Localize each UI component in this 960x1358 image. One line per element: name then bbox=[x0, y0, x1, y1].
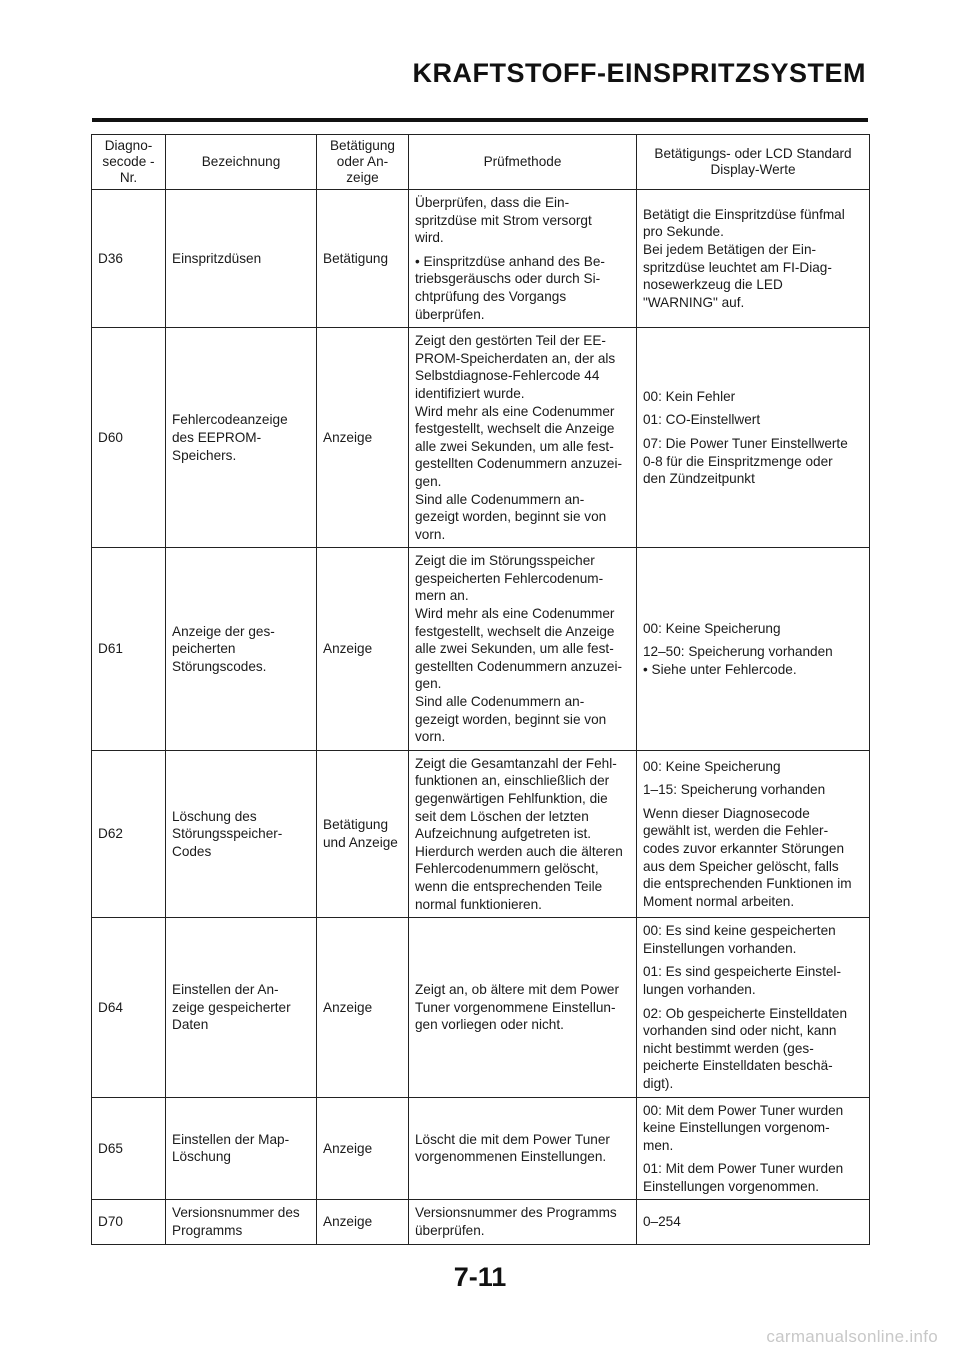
table-body bbox=[92, 190, 870, 1245]
cell-action: Anzeige bbox=[317, 548, 409, 751]
cell-action: Betätigung und Anzeige bbox=[317, 750, 409, 917]
cell-action: Betätigung bbox=[317, 190, 409, 328]
cell-method bbox=[409, 328, 637, 548]
cell-values-paragraph: 01: Es sind gespeicherte Einstel- lungen vorhanden. bbox=[643, 964, 841, 997]
title-divider bbox=[92, 118, 868, 122]
cell-code: D65 bbox=[92, 1097, 166, 1200]
watermark-text: carmanualsonline.info bbox=[766, 1327, 938, 1346]
cell-values-paragraph: 00: Mit dem Power Tuner wurden keine Einstellungen vorgenom- men. bbox=[643, 1102, 844, 1153]
cell-values bbox=[637, 190, 870, 328]
page-number: 7-11 bbox=[453, 1262, 507, 1292]
cell-values-paragraph: 01: Mit dem Power Tuner wurden Einstellungen vorgenommen. bbox=[643, 1161, 844, 1194]
cell-method-paragraph: Zeigt an, ob ältere mit dem Power Tuner vorgenommene Einstellun- gen vorliegen oder nicht. bbox=[415, 981, 619, 1033]
header-action: Betätigung oder An- zeige bbox=[317, 135, 409, 190]
cell-method-paragraph: Löscht die mit dem Power Tuner vorgenommenen Einstellungen. bbox=[415, 1131, 610, 1165]
table-row bbox=[92, 548, 870, 751]
cell-name: Einstellen der An- zeige gespeicherter Daten bbox=[166, 918, 317, 1097]
cell-code: D62 bbox=[92, 750, 166, 917]
cell-values bbox=[637, 1200, 870, 1244]
cell-name: Einstellen der Map- Löschung bbox=[166, 1097, 317, 1200]
cell-method-paragraph: Überprüfen, dass die Ein- spritzdüse mit Strom versorgt wird. bbox=[415, 195, 592, 246]
cell-values-paragraph: 00: Es sind keine gespeicherten Einstellungen vorhanden. bbox=[643, 923, 836, 956]
cell-values-paragraph: 1–15: Speicherung vorhanden bbox=[643, 782, 826, 798]
table-row bbox=[92, 190, 870, 328]
cell-action: Anzeige bbox=[317, 1200, 409, 1244]
cell-action: Anzeige bbox=[317, 1097, 409, 1200]
cell-values-paragraph: 02: Ob gespeicherte Einstelldaten vorhanden sind oder nicht, kann nicht bestimmt werden (ges- peicherte Einstelldaten beschä- digt). bbox=[643, 1005, 848, 1091]
cell-values-paragraph: 12–50: Speicherung vorhanden • Siehe unter Fehlercode. bbox=[643, 644, 833, 677]
cell-values bbox=[637, 918, 870, 1097]
table-row bbox=[92, 750, 870, 917]
cell-code: D36 bbox=[92, 190, 166, 328]
cell-code: D64 bbox=[92, 918, 166, 1097]
cell-values-paragraph: 00: Kein Fehler bbox=[643, 388, 736, 404]
cell-values-paragraph: 00: Keine Speicherung bbox=[643, 758, 781, 774]
cell-values bbox=[637, 328, 870, 548]
cell-name: Anzeige der ges- peicherten Störungscodes. bbox=[166, 548, 317, 751]
cell-values-paragraph: 07: Die Power Tuner Einstellwerte 0-8 für die Einspritzmenge oder den Zündzeitpunkt bbox=[643, 435, 848, 487]
cell-code: D70 bbox=[92, 1200, 166, 1244]
cell-method bbox=[409, 1200, 637, 1244]
header-code: Diagno- secode - Nr. bbox=[92, 135, 166, 190]
header-method: Prüfmethode bbox=[409, 135, 637, 190]
cell-name: Versionsnummer des Programms bbox=[166, 1200, 317, 1244]
cell-method-paragraph: Versionsnummer des Programms überprüfen. bbox=[415, 1205, 617, 1239]
cell-values-paragraph: 0–254 bbox=[643, 1214, 681, 1230]
cell-values-paragraph: 00: Keine Speicherung bbox=[643, 620, 781, 636]
diagnostic-code-table bbox=[91, 134, 870, 1245]
cell-code: D61 bbox=[92, 548, 166, 751]
cell-method bbox=[409, 918, 637, 1097]
cell-name: Fehlercodeanzeige des EEPROM- Speichers. bbox=[166, 328, 317, 548]
cell-action: Anzeige bbox=[317, 918, 409, 1097]
header-name: Bezeichnung bbox=[166, 135, 317, 190]
table-row bbox=[92, 1200, 870, 1244]
cell-action: Anzeige bbox=[317, 328, 409, 548]
cell-code: D60 bbox=[92, 328, 166, 548]
cell-method bbox=[409, 750, 637, 917]
cell-method bbox=[409, 548, 637, 751]
table-header-row bbox=[92, 135, 870, 190]
cell-values bbox=[637, 548, 870, 751]
table-row bbox=[92, 918, 870, 1097]
cell-name: Löschung des Störungsspeicher- Codes bbox=[166, 750, 317, 917]
cell-method bbox=[409, 1097, 637, 1200]
cell-method bbox=[409, 190, 637, 328]
cell-values-paragraph: 01: CO-Einstellwert bbox=[643, 412, 761, 428]
cell-values-paragraph: Wenn dieser Diagnosecode gewählt ist, werden die Fehler- codes zuvor erkannter Störungen aus dem Speicher gelöscht, falls die entsprechenden Funktionen im Moment normal arbeiten. bbox=[643, 805, 852, 909]
page-title: KRAFTSTOFF-EINSPRITZSYSTEM bbox=[412, 58, 866, 88]
table-row bbox=[92, 328, 870, 548]
cell-method-paragraph: Zeigt den gestörten Teil der EE- PROM-Speicherdaten an, der als Selbstdiagnose-Fehlercode 44 identifiziert wurde. Wird mehr als eine Codenummer festgestellt, wechselt die Anzeige alle zwei Sekunden, um alle fest- gestellten Codenummern anzuzei- gen. Sind alle Codenummern an- gezeigt worden, beginnt sie von vorn. bbox=[415, 333, 623, 542]
cell-values bbox=[637, 750, 870, 917]
cell-values-paragraph: Betätigt die Einspritzdüse fünfmal pro Sekunde. Bei jedem Betätigen der Ein- spritzdüse leuchtet am FI-Diag- nosewerkzeug die LED "WARNING" auf. bbox=[643, 206, 845, 310]
header-values: Betätigungs- oder LCD Standard Display-Werte bbox=[637, 135, 870, 190]
cell-method-paragraph: Zeigt die Gesamtanzahl der Fehl- funktionen an, einschließlich der gegenwärtigen Fehlfunktion, die seit dem Löschen der letzten Aufzeichnung aufgetreten ist. Hierdurch werden auch die älteren Fehlercodenummern gelöscht, wenn die entsprechenden Teile normal funktionieren. bbox=[415, 755, 623, 912]
cell-values bbox=[637, 1097, 870, 1200]
table-row bbox=[92, 1097, 870, 1200]
cell-method-paragraph: • Einspritzdüse anhand des Be- triebsgeräuschs oder durch Si- chtprüfung des Vorgangs überprüfen. bbox=[415, 253, 605, 322]
cell-method-paragraph: Zeigt die im Störungsspeicher gespeicherten Fehlercodenum- mern an. Wird mehr als eine Codenummer festgestellt, wechselt die Anzeige alle zwei Sekunden, um alle fest- gestellten Codenummern anzuzei- gen. Sind alle Codenummern an- gezeigt worden, beginnt sie von vorn. bbox=[415, 553, 623, 745]
cell-name: Einspritzdüsen bbox=[166, 190, 317, 328]
